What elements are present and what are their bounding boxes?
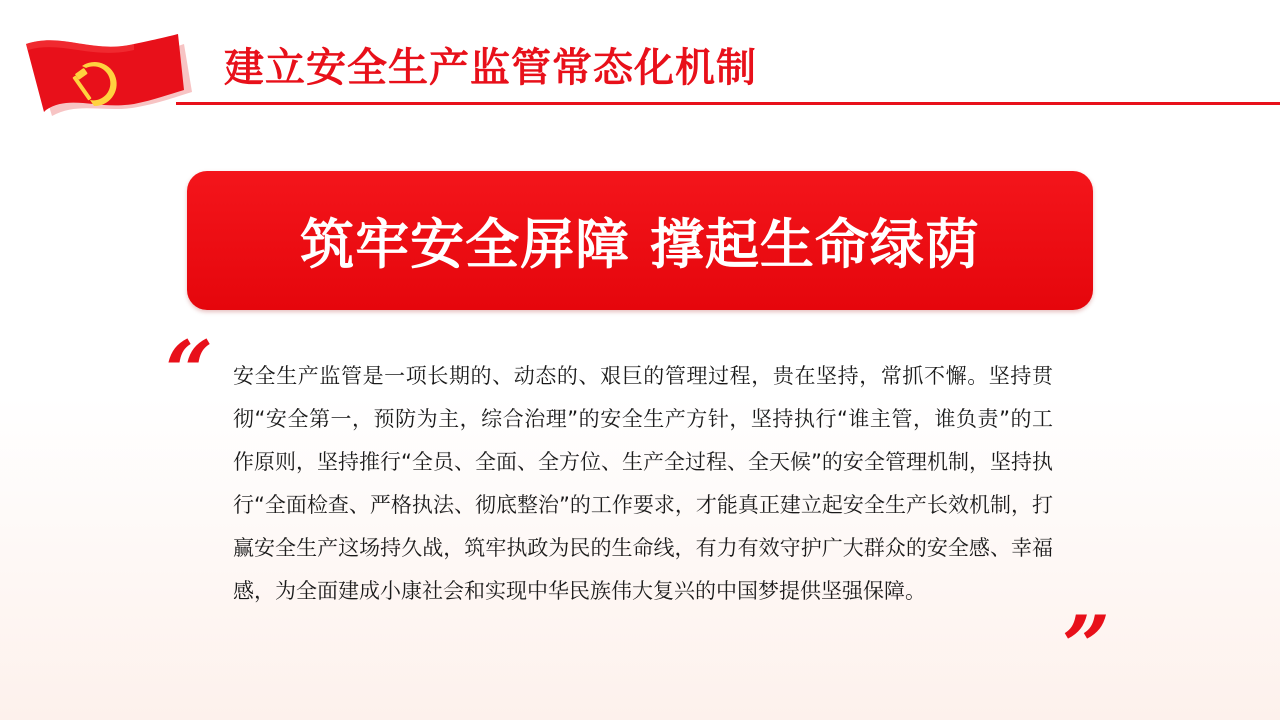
quote-body: 安全生产监管是一项长期的、动态的、艰巨的管理过程，贵在坚持，常抓不懈。坚持贯彻“安全第一，预防为主，综合治理”的安全生产方针，坚持执行“谁主管，谁负责”的工作原则，坚持推行“全员、全面、全方位、生产全过程、全天候”的安全管理机制，坚持执行“全面检查、严格执法、彻底整治”的工作要求，才能真正建立起安全生产长效机制，打赢安全生产这场持久战，筑牢执政为民的生命线，有力有效守护广大群众的安全感、幸福感，为全面建成小康社会和实现中华民族伟大复兴的中国梦提供坚强保障。 <box>233 364 1053 603</box>
title-underline <box>176 102 1280 105</box>
close-quote-icon: ” <box>1062 597 1111 696</box>
party-flag-icon <box>22 30 202 128</box>
page-title: 建立安全生产监管常态化机制 <box>224 45 757 91</box>
open-quote-icon: “ <box>165 322 214 421</box>
slogan-text: 筑牢安全屏障 撑起生命绿荫 <box>300 213 980 276</box>
slogan-banner <box>187 171 1093 310</box>
